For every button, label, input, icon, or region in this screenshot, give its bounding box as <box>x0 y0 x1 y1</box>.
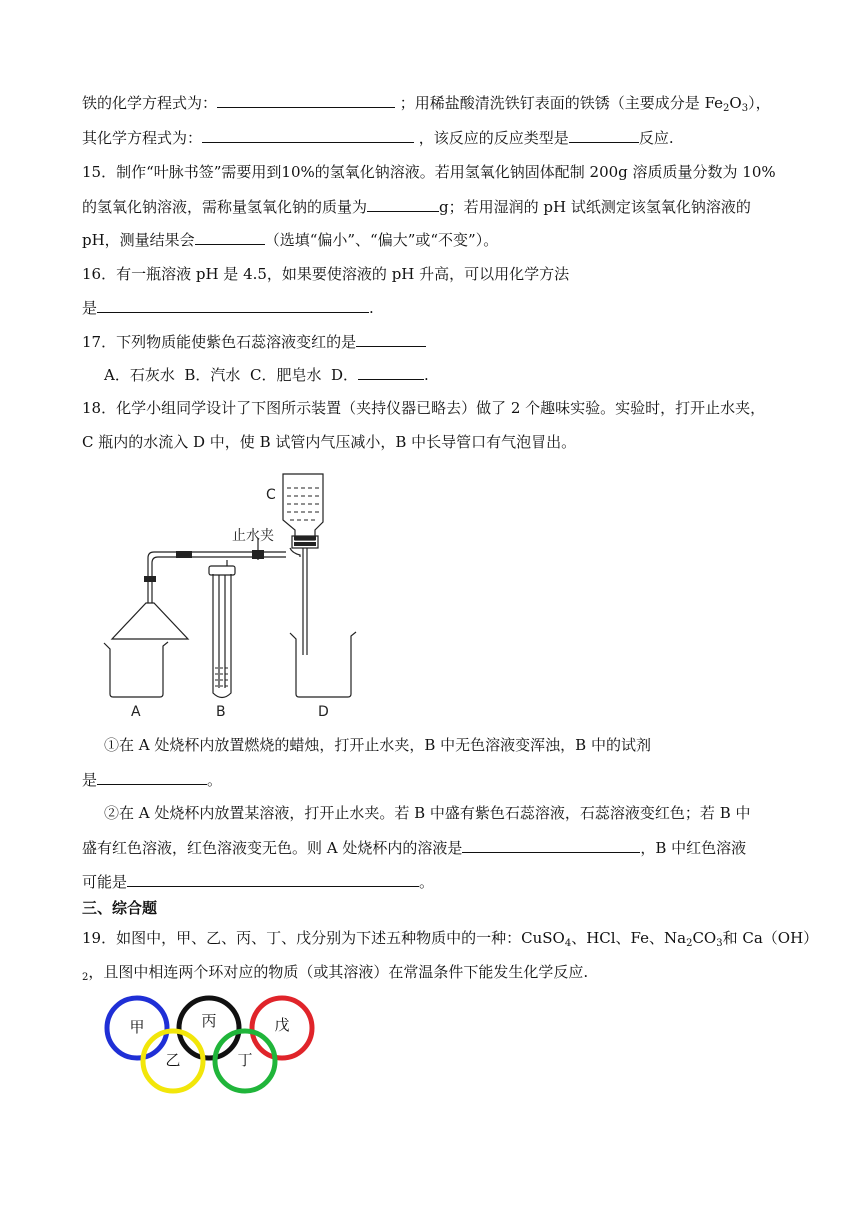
connector <box>176 551 192 558</box>
ring-label-3: 丙 <box>201 1012 217 1030</box>
text: O <box>729 94 742 112</box>
ring-label-1: 甲 <box>129 1018 145 1036</box>
label-c: C <box>266 487 276 503</box>
q15-line1: 15．制作“叶脉书签”需要用到10%的氢氧化钠溶液。若用氢氧化钠固体配制 200g 溶质质量分数为 10% <box>82 163 776 181</box>
q18-part1-line1: ①在 A 处烧杯内放置燃烧的蜡烛，打开止水夹，B 中无色溶液变浑浊，B 中的试剂 <box>104 736 651 754</box>
label-clamp: 止水夹 <box>232 528 274 544</box>
text: 是 <box>82 299 98 317</box>
option-d[interactable]: D． <box>331 366 359 384</box>
text: 其化学方程式为： <box>82 129 203 147</box>
text: ）， <box>748 94 771 112</box>
q19-line1 <box>82 928 818 948</box>
q18-part2-line3 <box>82 871 434 892</box>
q18-line2: C 瓶内的水流入 D 中，使 B 试管内气压减小，B 中长导管口有气泡冒出。 <box>82 433 577 451</box>
option-b[interactable]: B．汽水 <box>184 366 241 384</box>
label-d: D <box>318 704 329 720</box>
ring-label-4: 丁 <box>237 1051 253 1069</box>
q18-part2-line2 <box>82 837 746 858</box>
section-title: 三、综合题 <box>82 899 158 917</box>
text: （选填“偏小”、“偏大”或“不变”）。 <box>264 231 499 249</box>
text: 和 Ca（OH） <box>722 929 819 947</box>
text: 17．下列物质能使紫色石蕊溶液变红的是 <box>82 333 357 351</box>
text: ；用稀盐酸清洗铁钉表面的铁锈（主要成分是 Fe <box>399 94 724 112</box>
subscript: 2 <box>686 938 693 949</box>
option-c[interactable]: C．肥皂水 <box>249 366 322 384</box>
test-tube-b <box>213 574 231 698</box>
text: 铁的化学方程式为： <box>82 94 218 112</box>
text: 是 <box>82 771 98 789</box>
answer-blank[interactable] <box>97 769 207 785</box>
q18-line1: 18．化学小组同学设计了下图所示装置（夹持仪器已略去）做了 2 个趣味实验。实验时，打开止水夹， <box>82 399 766 417</box>
clamp-knob <box>252 550 264 559</box>
funnel <box>112 603 188 639</box>
text: CO <box>692 929 717 947</box>
text: ，且图中相连两个环对应的物质（或其溶液）在常温条件下能发生化学反应. <box>88 963 589 981</box>
text: . <box>369 299 374 317</box>
ring-label-5: 戊 <box>274 1016 290 1034</box>
q18-part2-line1: ②在 A 处烧杯内放置某溶液，打开止水夹。若 B 中盛有紫色石蕊溶液，石蕊溶液变红色；若 B 中 <box>104 804 751 822</box>
text: 反应. <box>638 129 674 147</box>
text: 盛有红色溶液，红色溶液变无色。则 A 处烧杯内的溶液是 <box>82 839 463 857</box>
text: 、HCl、Fe、Na <box>571 929 687 947</box>
q16-line1: 16．有一瓶溶液 pH 是 4.5，如果要使溶液的 pH 升高，可以用化学方法 <box>82 265 570 283</box>
answer-blank[interactable] <box>462 837 640 853</box>
text: 可能是 <box>82 873 128 891</box>
subscript: 3 <box>716 938 723 949</box>
text: 的氢氧化钠溶液，需称量氢氧化钠的质量为 <box>82 198 368 216</box>
bottle-c <box>283 474 323 540</box>
stopper-b <box>209 566 235 575</box>
answer-blank[interactable] <box>127 871 419 887</box>
text: 。 <box>419 873 435 891</box>
ring-label-2: 乙 <box>165 1051 181 1069</box>
beaker-d <box>290 632 356 697</box>
q19-line2 <box>82 962 588 982</box>
olympic-rings-diagram <box>96 986 326 1096</box>
text: ，该反应的反应类型是 <box>418 129 569 147</box>
option-a[interactable]: A．石灰水 <box>104 366 175 384</box>
text: 。 <box>207 771 223 789</box>
label-a: A <box>131 704 141 720</box>
text: pH，测量结果会 <box>82 231 195 249</box>
q18-part1-line2 <box>82 769 222 790</box>
label-b: B <box>216 704 226 720</box>
subscript: 2 <box>82 972 89 983</box>
beaker-a <box>104 642 168 697</box>
subscript: 3 <box>741 103 749 114</box>
subscript: 2 <box>723 103 730 114</box>
subscript: 4 <box>564 938 572 949</box>
text: ，B 中红色溶液 <box>640 839 747 857</box>
text: g；若用湿润的 pH 试纸测定该氢氧化钠溶液的 <box>439 198 751 216</box>
text: . <box>424 366 429 384</box>
text: 19．如图中，甲、乙、丙、丁、戊分别为下述五种物质中的一种：CuSO <box>82 929 565 947</box>
connector <box>144 576 156 582</box>
